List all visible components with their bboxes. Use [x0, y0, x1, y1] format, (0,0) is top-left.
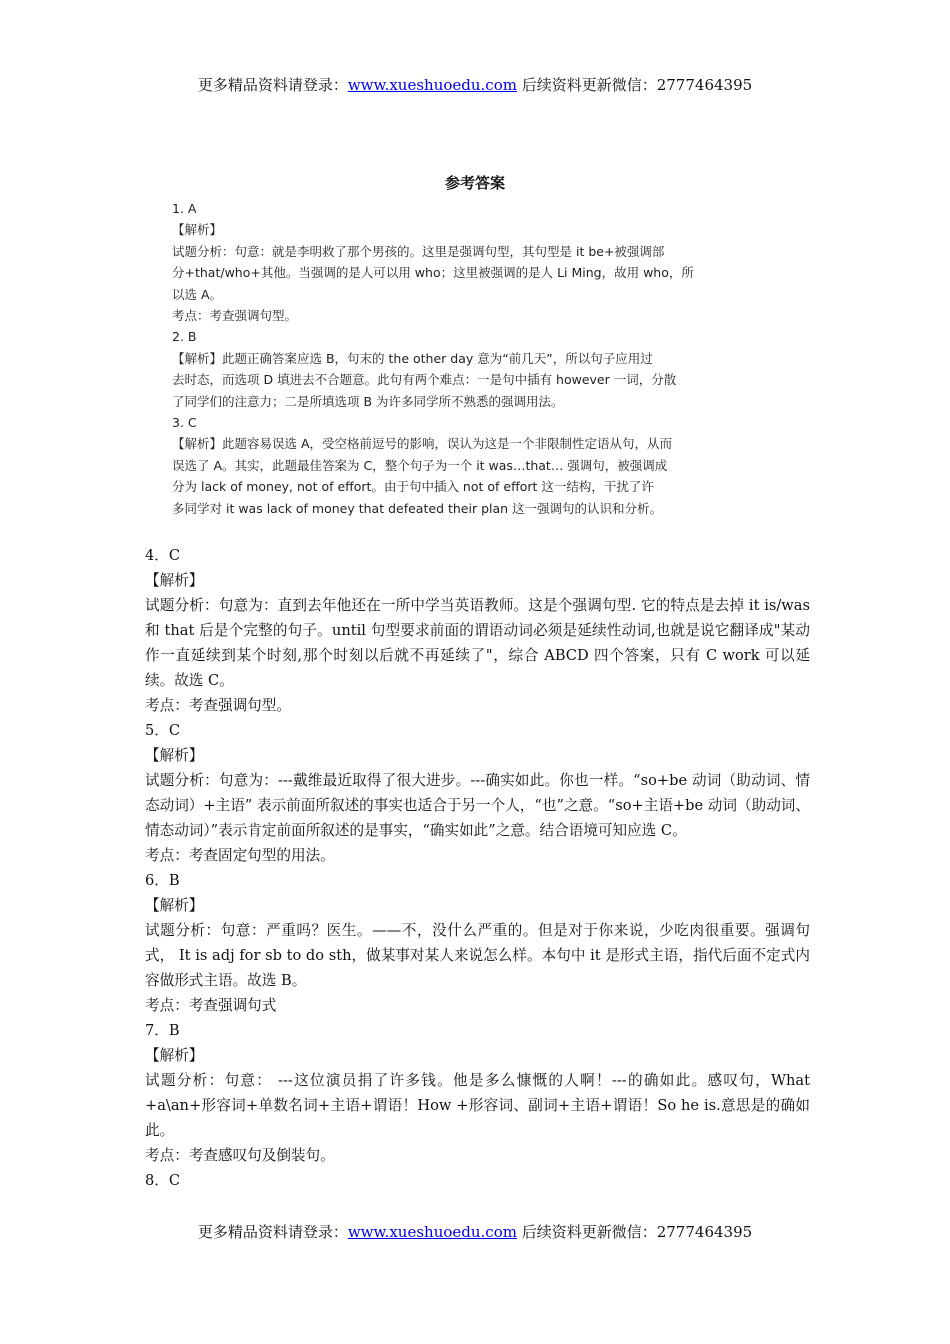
analysis-label: 【解析】 — [172, 222, 223, 238]
analysis-label: 【解析】 — [145, 1047, 204, 1064]
answer-5-point: 考点：考查固定句型的用法。 — [145, 847, 335, 864]
analysis-label: 【解析】 — [145, 572, 204, 589]
header-suffix: 后续资料更新微信：2777464395 — [516, 76, 753, 94]
answer-4: 4．C — [145, 547, 181, 564]
answer-2-text: 了同学们的注意力；二是所填选项 B 为许多同学所不熟悉的强调用法。 — [172, 393, 564, 409]
answer-1-text: 以选 A。 — [172, 286, 223, 302]
answer-1-point: 考点：考查强调句型。 — [172, 308, 298, 324]
answer-2: 2. B — [172, 329, 197, 345]
answer-2-text: 【解析】此题正确答案应选 B，句末的 the other day 意为“前几天”，所以句子应用过 — [172, 350, 653, 366]
site-link[interactable]: www.xueshuoedu.com — [347, 1223, 517, 1241]
page-title: 参考答案 — [444, 174, 505, 192]
answer-4-text: 试题分析：句意为：直到去年他还在一所中学当英语教师。这是个强调句型. 它的特点是去掉 it is/was 和 that 后是个完整的句子。until 句型要求前面的谓语动词必须是延续性动词,也就是说它翻译成"某动作一直延续到某个时刻,那个时刻以后就不再延续了"，综合 ABCD 四个答案，只有 C work 可以延续。故选 C。 — [145, 597, 810, 689]
answer-3: 3. C — [172, 415, 197, 431]
analysis-label: 【解析】 — [145, 897, 204, 914]
answer-3-text: 误选了 A。其实，此题最佳答案为 C，整个句子为一个 it was…that… 强调句，被强调成 — [172, 457, 668, 473]
answer-5: 5．C — [145, 722, 181, 739]
answer-7: 7．B — [145, 1022, 180, 1039]
answer-8: 8．C — [145, 1172, 181, 1189]
header-prefix: 更多精品资料请登录： — [197, 76, 348, 94]
answer-7-text: 试题分析：句意： ---这位演员捐了许多钱。他是多么慷慨的人啊！---的确如此。感叹句，What +a\an+形容词+单数名词+主语+谓语！How +形容词、副词+主语+谓语！So he is.意思是的确如此。 — [145, 1072, 810, 1139]
answer-5-text: 试题分析：句意为：---戴维最近取得了很大进步。---确实如此。你也一样。“so+be 动词（助动词、情态动词）+主语” 表示前面所叙述的事实也适合于另一个人，“也”之意。“so+主语+be 动词（助动词、情态动词）”表示肯定前面所叙述的是事实，“确实如此”之意。结合语境可知应选 C。 — [145, 772, 810, 839]
analysis-label: 【解析】 — [145, 747, 204, 764]
footer-prefix: 更多精品资料请登录： — [197, 1223, 348, 1241]
answer-3-text: 多同学对 it was lack of money that defeated their plan 这一强调句的认识和分析。 — [172, 500, 663, 516]
scanned-answer-block — [172, 198, 752, 519]
answer-7-point: 考点：考查感叹句及倒装句。 — [145, 1147, 335, 1164]
answer-1: 1. A — [172, 201, 197, 216]
answer-3-text: 【解析】此题容易误选 A，受空格前逗号的影响，误认为这是一个非限制性定语从句，从而 — [172, 436, 673, 452]
answer-6-point: 考点：考查强调句式 — [145, 997, 277, 1014]
answer-6-text: 试题分析：句意：严重吗？医生。——不，没什么严重的。但是对于你来说，少吃肉很重要。强调句式， It is adj for sb to do sth，做某事对某人来说怎么样。本句中 it 是形式主语，指代后面不定式内容做形式主语。故选 B。 — [145, 922, 810, 989]
site-link[interactable]: www.xueshuoedu.com — [347, 76, 517, 94]
answer-2-text: 去时态，而选项 D 填进去不合题意。此句有两个难点：一是句中插有 however 一词，分散 — [172, 372, 677, 388]
answer-1-text: 试题分析：句意：就是李明救了那个男孩的。这里是强调句型，其句型是 it be+被强调部 — [172, 243, 665, 259]
answer-6: 6．B — [145, 872, 180, 889]
answer-3-text: 分为 lack of money, not of effort。由于句中插入 not of effort 这一结构，干扰了许 — [172, 479, 654, 495]
footer-suffix: 后续资料更新微信：2777464395 — [516, 1223, 753, 1241]
answer-4-point: 考点：考查强调句型。 — [145, 697, 291, 714]
answer-1-text: 分+that/who+其他。当强调的是人可以用 who；这里被强调的是人 Li Ming，故用 who，所 — [172, 265, 694, 281]
page-footer — [0, 1221, 950, 1242]
answer-body — [145, 543, 810, 1193]
page-header — [0, 74, 950, 95]
